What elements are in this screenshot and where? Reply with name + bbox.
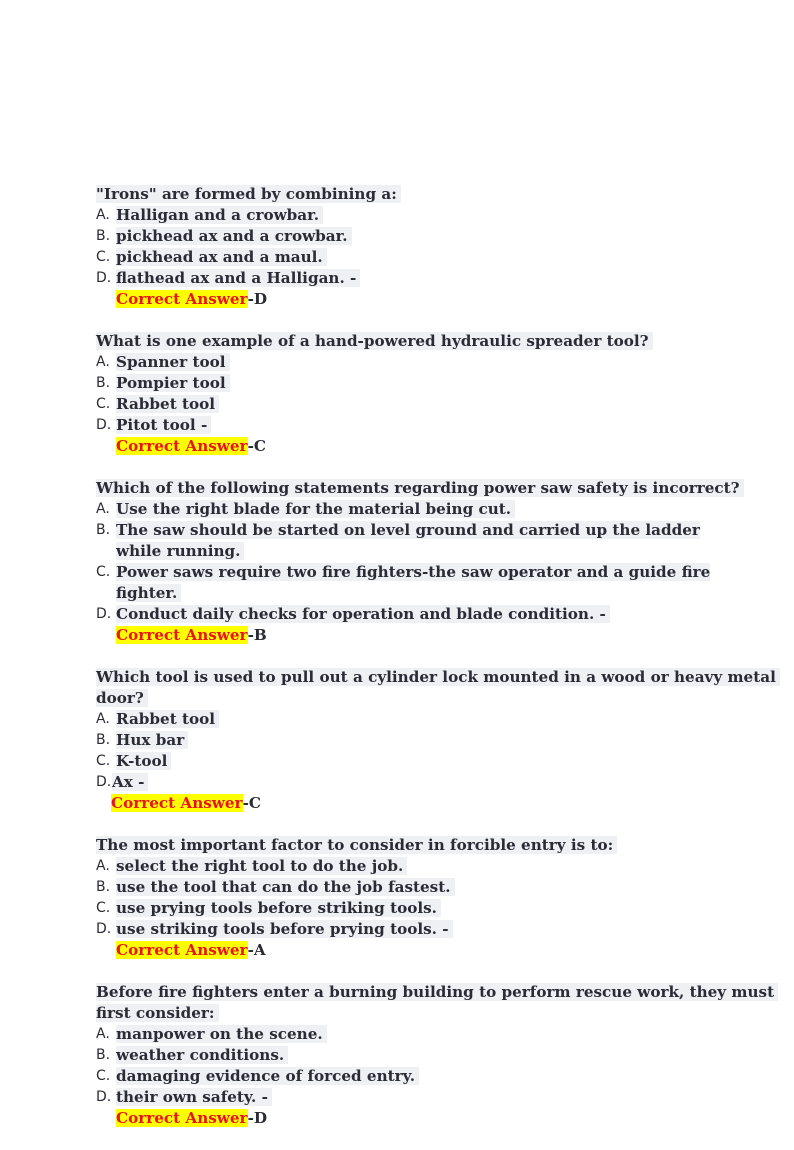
option-d: D. Pitot tool - <box>96 415 736 436</box>
correct-answer-value: -C <box>242 794 261 812</box>
option-a: A. Rabbet tool <box>96 709 736 730</box>
option-c: C. K-tool <box>96 751 736 772</box>
question-stem-line-2: first consider: <box>96 1003 736 1024</box>
option-a: A. Use the right blade for the material being cut. <box>96 499 736 520</box>
question-stem: What is one example of a hand-powered hydraulic spreader tool? <box>96 331 736 352</box>
question-stem: "Irons" are formed by combining a: <box>96 184 736 205</box>
correct-answer-value: -A <box>247 941 266 959</box>
question-1 <box>96 184 736 310</box>
correct-answer <box>96 1108 736 1129</box>
option-d: D. flathead ax and a Halligan. - <box>96 268 736 289</box>
option-b: B. Hux bar <box>96 730 736 751</box>
option-d: D. Conduct daily checks for operation and blade condition. - <box>96 604 736 625</box>
correct-answer-value: -D <box>247 1109 268 1127</box>
option-c: C. Power saws require two fire fighters-the saw operator and a guide fire fighter. <box>96 563 711 602</box>
correct-answer <box>96 625 736 646</box>
correct-answer-value: -C <box>247 437 266 455</box>
correct-answer-label: Correct Answer <box>116 437 248 455</box>
option-d: D. their own safety. - <box>96 1087 736 1108</box>
correct-answer-label: Correct Answer <box>116 1109 248 1127</box>
option-a: A. Spanner tool <box>96 352 736 373</box>
correct-answer-value: -D <box>247 290 268 308</box>
correct-answer <box>96 436 736 457</box>
correct-answer <box>96 793 736 814</box>
option-c: C. damaging evidence of forced entry. <box>96 1066 736 1087</box>
option-b: B. use the tool that can do the job fastest. <box>96 877 736 898</box>
correct-answer-label: Correct Answer <box>116 290 248 308</box>
question-3 <box>96 478 740 646</box>
question-6 <box>96 982 775 1129</box>
question-5 <box>96 835 736 961</box>
option-d: D. use striking tools before prying tools. - <box>96 919 736 940</box>
option-a: A. manpower on the scene. <box>96 1024 736 1045</box>
option-b: B. The saw should be started on level ground and carried up the ladder while running. <box>96 521 700 560</box>
option-b: B. weather conditions. <box>96 1045 736 1066</box>
option-d: D. Ax - <box>96 772 736 793</box>
question-list <box>96 184 776 1150</box>
correct-answer <box>96 940 736 961</box>
option-c: C. use prying tools before striking tools. <box>96 898 736 919</box>
question-stem-line-1: Before fire fighters enter a burning building to perform rescue work, they must <box>96 982 736 1003</box>
question-stem: The most important factor to consider in forcible entry is to: <box>96 835 736 856</box>
option-c: C. Rabbet tool <box>96 394 736 415</box>
correct-answer-value: -B <box>247 626 267 644</box>
correct-answer-label: Correct Answer <box>116 626 248 644</box>
question-stem-line-2: door? <box>96 688 736 709</box>
question-2 <box>96 331 736 457</box>
question-stem: Which of the following statements regarding power saw safety is incorrect? <box>96 478 736 499</box>
correct-answer-label: Correct Answer <box>111 794 243 812</box>
option-c: C. pickhead ax and a maul. <box>96 247 736 268</box>
question-stem-line-1: Which tool is used to pull out a cylinder lock mounted in a wood or heavy metal <box>96 667 736 688</box>
option-b: B. pickhead ax and a crowbar. <box>96 226 736 247</box>
option-b: B. Pompier tool <box>96 373 736 394</box>
question-4 <box>96 667 776 814</box>
correct-answer-label: Correct Answer <box>116 941 248 959</box>
option-a: A. select the right tool to do the job. <box>96 856 736 877</box>
option-a: A. Halligan and a crowbar. <box>96 205 736 226</box>
correct-answer <box>96 289 736 310</box>
